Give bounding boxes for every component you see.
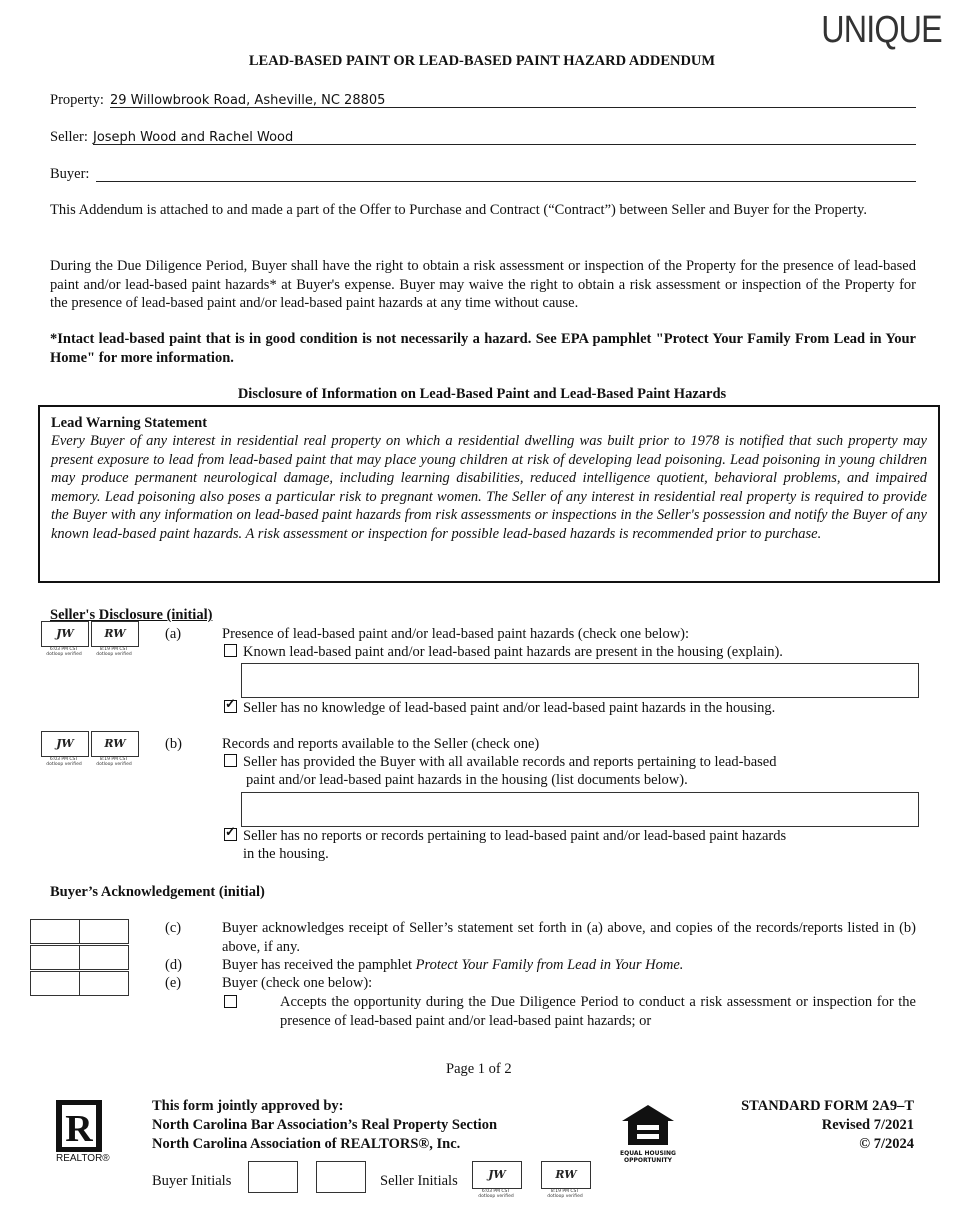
realtor-icon [56, 1100, 102, 1152]
initial-caption: 8:19 PM CST dotloop verified [547, 1189, 583, 1199]
checkbox-known-paint[interactable] [224, 644, 237, 657]
checkbox-accepts[interactable] [224, 994, 243, 1013]
initial-signature: RW [91, 731, 139, 757]
seller-initial-b1[interactable] [41, 731, 89, 767]
equal-housing-label: EQUAL HOUSING OPPORTUNITY [620, 1150, 676, 1164]
option-no-knowledge[interactable] [224, 699, 775, 718]
approved-line-1: This form jointly approved by: [152, 1098, 344, 1114]
checkbox-no-records[interactable] [224, 828, 237, 841]
disclosure-title: Disclosure of Information on Lead-Based Paint and Lead-Based Paint Hazards [237, 386, 727, 402]
checkbox-records-provided[interactable] [224, 754, 237, 767]
documents-input[interactable] [241, 792, 919, 827]
initial-caption: 8:19 PM CST dotloop verified [96, 757, 132, 767]
buyer-initial-e2[interactable] [79, 971, 129, 996]
initial-caption: 8:19 PM CST dotloop verified [96, 647, 132, 657]
explain-input[interactable] [241, 663, 919, 698]
seller-disclosure-heading: Seller's Disclosure (initial) [50, 607, 213, 623]
form-revised: Revised 7/2021 [821, 1117, 914, 1133]
property-field[interactable] [110, 91, 916, 108]
initial-signature: RW [541, 1161, 591, 1189]
item-b-text: Records and reports available to the Seller (check one) [222, 736, 540, 752]
initial-signature: RW [91, 621, 139, 647]
option-records-provided-label-2: paint and/or lead-based paint hazards in the housing (list documents below). [246, 772, 688, 788]
buyer-initial-e1[interactable] [30, 971, 80, 996]
footer-buyer-initial-2[interactable] [316, 1161, 366, 1193]
checkbox-accepts-box[interactable] [224, 995, 237, 1008]
property-label: Property: [50, 92, 104, 108]
form-number: STANDARD FORM 2A9–T [741, 1098, 914, 1114]
page-title: LEAD-BASED PAINT OR LEAD-BASED PAINT HAZARD ADDENDUM [248, 53, 716, 69]
initial-signature: JW [41, 621, 89, 647]
seller-initial-b2[interactable] [91, 731, 139, 767]
pamphlet-title: Protect Your Family from Lead in Your Home. [415, 957, 684, 973]
brand-logo: UNIQUE [821, 9, 942, 51]
page-number: Page 1 of 2 [446, 1061, 512, 1077]
buyer-initial-c2[interactable] [79, 919, 129, 944]
option-records-provided[interactable] [224, 753, 777, 772]
buyer-initial-c1[interactable] [30, 919, 80, 944]
due-diligence-paragraph: During the Due Diligence Period, Buyer shall have the right to obtain a risk assessment or inspection of the Property for the presence of lead-based paint and/or lead-based paint hazards* at Buyer's expense. Buyer may waive the right to obtain a risk assessment or inspection of the Property for the presence of lead-based paint and/or lead-based paint hazards at any time without cause. [50, 258, 916, 312]
seller-initial-a2[interactable] [91, 621, 139, 657]
item-c-letter: (c) [165, 920, 182, 936]
item-e-text: Buyer (check one below): [222, 975, 373, 991]
option-no-records-label-2: in the housing. [243, 846, 329, 862]
lead-warning-text: Every Buyer of any interest in residential real property on which a residential dwelling was built prior to 1978 is notified that such property may present exposure to lead from lead-based paint that may place young children at risk of developing lead poisoning. Lead poisoning in young children may produce permanent neurological damage, including learning disabilities, reduced intelligence quotient, behavioral problems, and impaired memory. Lead poisoning also poses a particular risk to pregnant women. The Seller of any interest in residential real property is required to provide the Buyer with any information on lead-based paint hazards from risk assessments or inspections in the Seller's possession and notify the Buyer of any known lead-based paint hazards. A risk assessment or inspection for possible lead-based hazards is recommended prior to purchase. [51, 433, 927, 542]
seller-initials-label: Seller Initials [380, 1173, 458, 1189]
approved-line-3: North Carolina Association of REALTORS®, Inc. [152, 1136, 461, 1152]
seller-label: Seller: [50, 129, 88, 145]
item-c-text: Buyer acknowledges receipt of Seller’s statement set forth in (a) above, and copies of the records/reports listed in (b) above, if any. [222, 920, 916, 955]
seller-value: Joseph Wood and Rachel Wood [93, 130, 294, 145]
property-value: 29 Willowbrook Road, Asheville, NC 28805 [110, 93, 386, 108]
initial-signature: JW [472, 1161, 522, 1189]
checkbox-no-knowledge[interactable] [224, 700, 237, 713]
buyer-field[interactable] [96, 165, 916, 182]
seller-initial-a1[interactable] [41, 621, 89, 657]
option-known-paint[interactable] [224, 643, 783, 662]
option-no-records[interactable] [224, 827, 786, 846]
item-a-text: Presence of lead-based paint and/or lead-based paint hazards (check one below): [222, 626, 690, 642]
svg-text:R: R [65, 1108, 93, 1150]
approved-line-2: North Carolina Bar Association’s Real Property Section [152, 1117, 498, 1133]
item-a-letter: (a) [165, 626, 182, 642]
footer-seller-initial-2[interactable] [541, 1161, 591, 1199]
item-d-letter: (d) [165, 957, 182, 973]
initial-signature: JW [41, 731, 89, 757]
epa-note: *Intact lead-based paint that is in good condition is not necessarily a hazard. See EPA pamphlet "Protect Your Family From Lead in Your Home" for more information. [50, 331, 916, 366]
buyer-initial-d2[interactable] [79, 945, 129, 970]
item-e-letter: (e) [165, 975, 182, 991]
option-known-paint-label: Known lead-based paint and/or lead-based paint hazards are present in the housing (explain). [243, 644, 783, 660]
initial-caption: 6:03 PM CST dotloop verified [478, 1189, 514, 1199]
option-accepts-label: Accepts the opportunity during the Due Diligence Period to conduct a risk assessment or inspection for the presence of lead-based paint and/or lead-based paint hazards; or [280, 994, 916, 1029]
form-copyright: © 7/2024 [859, 1136, 914, 1152]
option-no-knowledge-label: Seller has no knowledge of lead-based paint and/or lead-based paint hazards in the housing. [243, 700, 776, 716]
realtor-label: REALTOR® [56, 1153, 110, 1164]
option-no-records-label-1: Seller has no reports or records pertaining to lead-based paint and/or lead-based paint hazards [243, 828, 787, 844]
buyer-label: Buyer: [50, 166, 90, 182]
intro-paragraph: This Addendum is attached to and made a part of the Offer to Purchase and Contract (“Contract”) between Seller and Buyer for the Property. [50, 202, 867, 218]
footer-buyer-initial-1[interactable] [248, 1161, 298, 1193]
item-d-text: Buyer has received the pamphlet Protect Your Family from Lead in Your Home. [222, 957, 684, 973]
equal-housing-icon [620, 1103, 676, 1147]
buyer-ack-heading: Buyer’s Acknowledgement (initial) [50, 884, 265, 900]
footer-seller-initial-1[interactable] [472, 1161, 522, 1199]
item-b-letter: (b) [165, 736, 182, 752]
buyer-initials-label: Buyer Initials [152, 1173, 232, 1189]
initial-caption: 6:03 PM CST dotloop verified [46, 647, 82, 657]
seller-field[interactable] [93, 128, 916, 145]
option-records-provided-label-1: Seller has provided the Buyer with all available records and reports pertaining to lead-based [243, 754, 777, 770]
initial-caption: 6:03 PM CST dotloop verified [46, 757, 82, 767]
lead-warning-title: Lead Warning Statement [51, 415, 208, 431]
buyer-initial-d1[interactable] [30, 945, 80, 970]
